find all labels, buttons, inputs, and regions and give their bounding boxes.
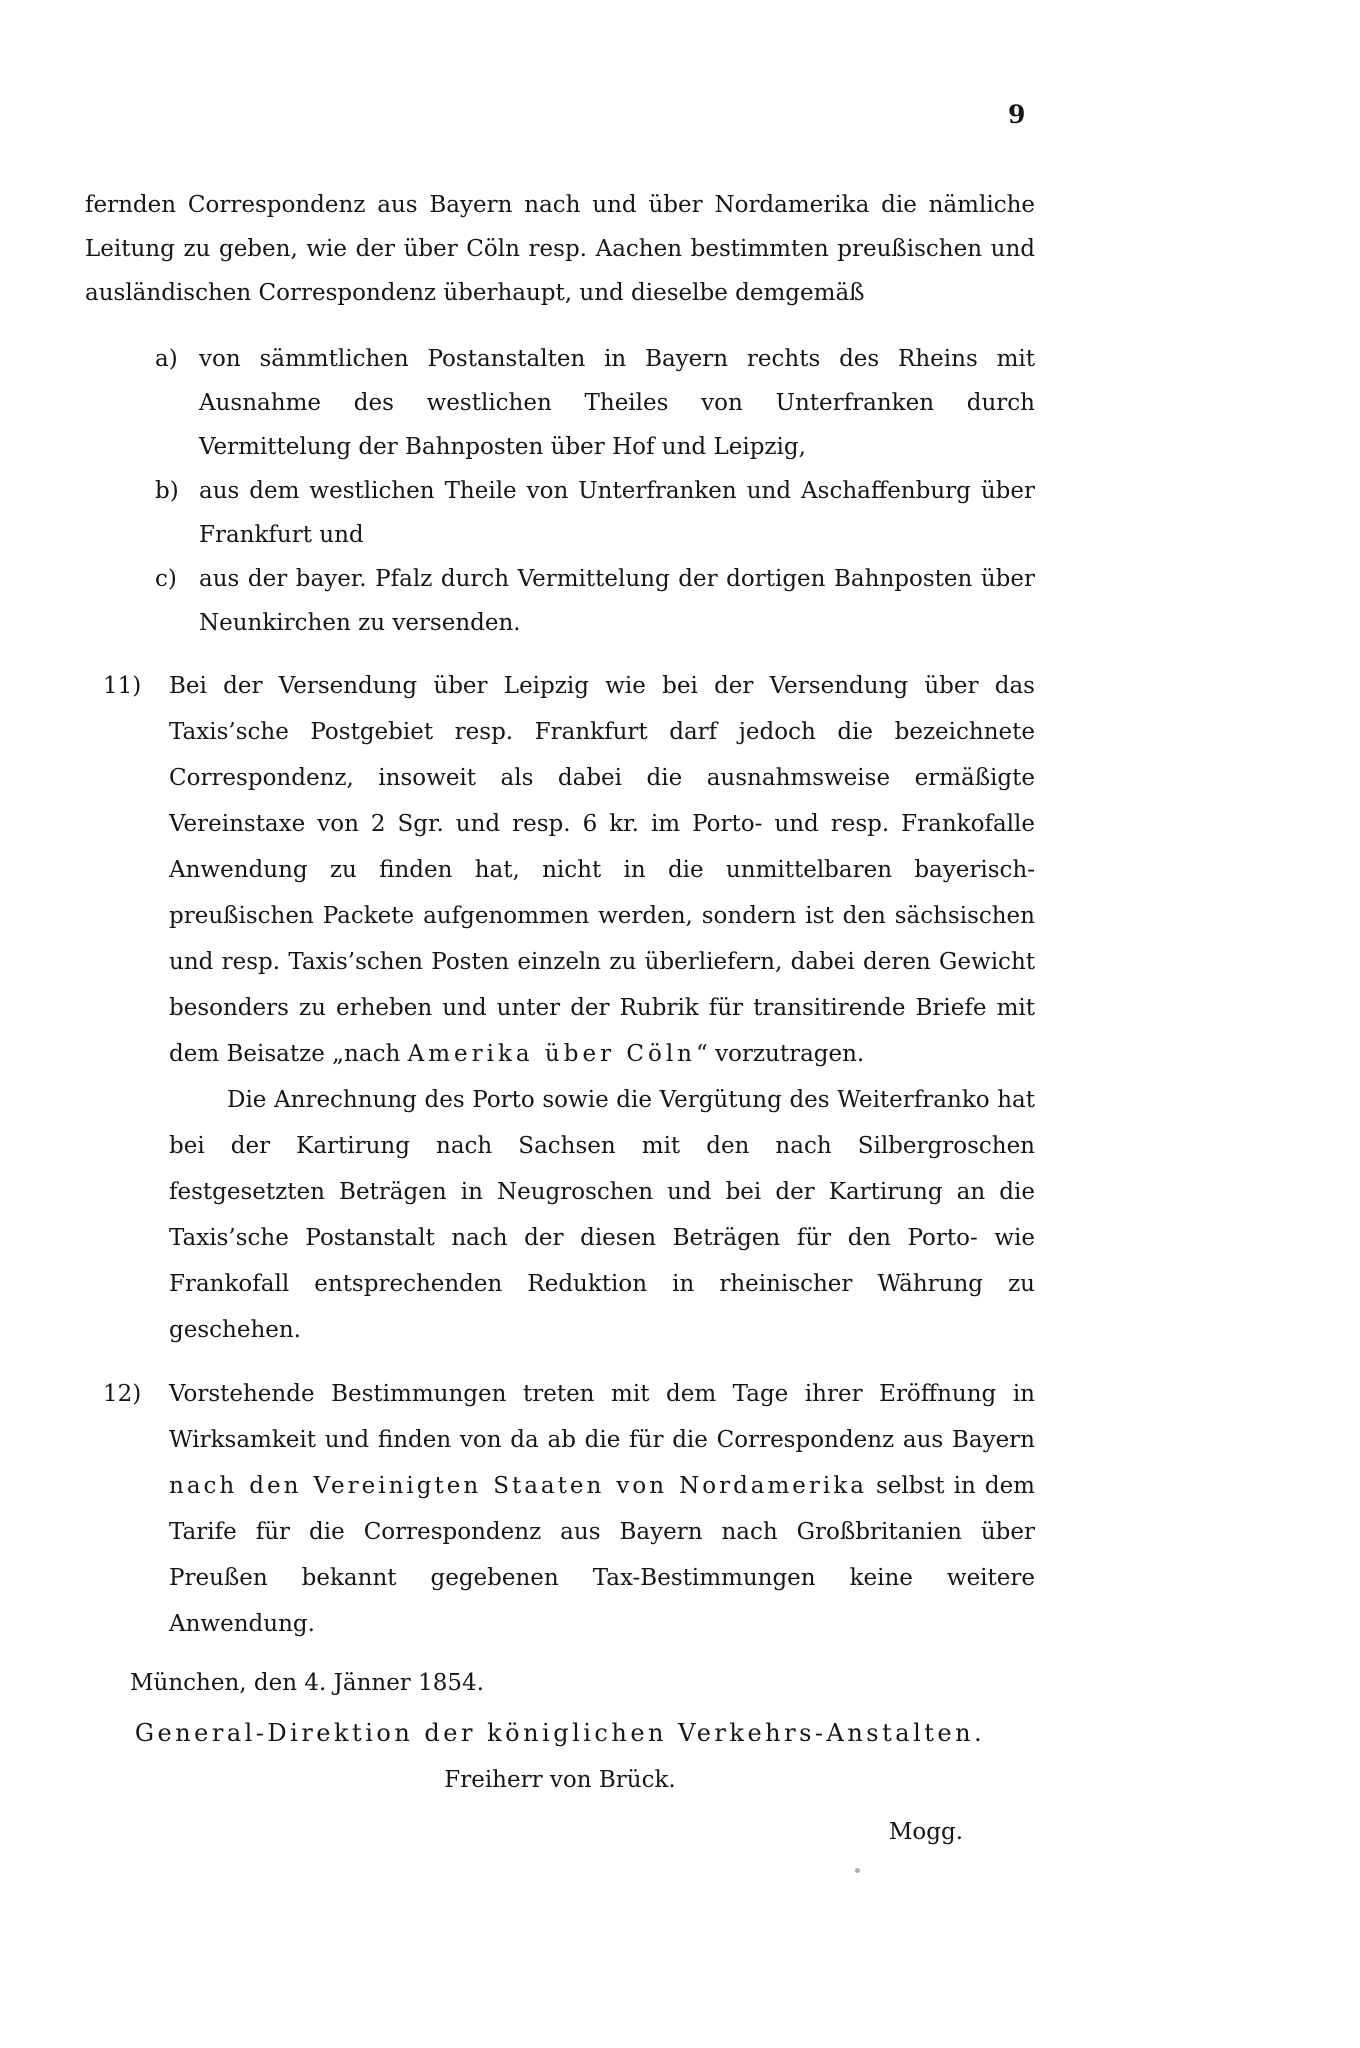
scan-speck-artifact (855, 1868, 860, 1873)
item-11-quoted-emphasis: Amerika über Cöln (407, 1041, 696, 1067)
text-block (85, 183, 1035, 1851)
intro-paragraph: fernden Correspondenz aus Bayern nach und über Nordamerika die nämliche Leitung zu geben, wie der über Cöln resp. Aachen bestimmten preußischen und ausländischen Correspondenz überhaupt, und dieselbe demgemäß (85, 192, 1035, 306)
list-item-c (155, 557, 1035, 645)
list-item-a (155, 337, 1035, 469)
item-12-label: 12) (103, 1381, 142, 1407)
item-12-text-part1: Vorstehende Bestimmungen treten mit dem Tage ihrer Eröffnung in Wirksamkeit und finden von da ab die für die Correspondenz aus Bayern (169, 1381, 1035, 1453)
item-c-label: c) (155, 566, 177, 592)
countersignature: Mogg. (888, 1819, 963, 1845)
item-11-text (169, 663, 1035, 1077)
item-12-body (169, 1371, 1035, 1647)
item-11-subparagraph: Die Anrechnung des Porto sowie die Vergütung des Weiterfranko hat bei der Kartirung nach Sachsen mit den nach Silbergroschen festgesetzten Beträgen in Neugroschen und bei der Kartirung an die Taxis’sche Postanstalt nach der diesen Beträgen für den Porto- wie Frankofall entsprechenden Reduktion in rheinischer Währung zu geschehen. (169, 1087, 1035, 1343)
item-c-text: aus der bayer. Pfalz durch Vermittelung der dortigen Bahnposten über Neunkirchen zu versenden. (199, 566, 1035, 636)
item-b-label: b) (155, 478, 179, 504)
item-12-spaced-emphasis: nach den Vereinigten Staaten von Nordamerika (169, 1473, 867, 1499)
list-item-11 (85, 663, 1035, 1353)
item-11-text-part2: “ vorzutragen. (696, 1041, 865, 1067)
page-number: 9 (1008, 100, 1027, 129)
signature-name: Freiherr von Brück. (444, 1767, 676, 1793)
item-11-text-part1: Bei der Versendung über Leipzig wie bei der Versendung über das Taxis’sche Postgebiet resp. Frankfurt darf jedoch die bezeichnete Correspondenz, insoweit als dabei die ausnahmsweise ermäßigte Vereinstaxe von 2 Sgr. und resp. 6 kr. im Porto- und resp. Frankofalle Anwendung zu finden hat, nicht in die unmittelbaren bayerisch-preußischen Packete aufgenommen werden, sondern ist den sächsischen und resp. Taxis’schen Posten einzeln zu überliefern, dabei deren Gewicht besonders zu erheben und unter der Rubrik für transitirende Briefe mit dem Beisatze „nach (169, 673, 1035, 1067)
item-b-text: aus dem westlichen Theile von Unterfranken und Aschaffenburg über Frankfurt und (199, 478, 1035, 548)
signature-organization: General-Direktion der königlichen Verkehrs-Anstalten. (134, 1719, 986, 1747)
item-12-text-part2: selbst in dem Tarife für die Correspondenz aus Bayern nach Großbritanien über Preußen bekannt gegebenen Tax-Bestimmungen keine weitere Anwendung. (169, 1473, 1035, 1637)
item-a-label: a) (155, 346, 178, 372)
item-a-text: von sämmtlichen Postanstalten in Bayern rechts des Rheins mit Ausnahme des westlichen Theiles von Unterfranken durch Vermittelung der Bahnposten über Hof und Leipzig, (199, 346, 1035, 460)
dateline: München, den 4. Jänner 1854. (130, 1670, 484, 1696)
item-12-text (169, 1371, 1035, 1647)
lettered-list (85, 337, 1035, 645)
list-item-b (155, 469, 1035, 557)
item-11-label: 11) (103, 673, 142, 699)
list-item-12 (85, 1371, 1035, 1647)
item-11-body (169, 663, 1035, 1353)
